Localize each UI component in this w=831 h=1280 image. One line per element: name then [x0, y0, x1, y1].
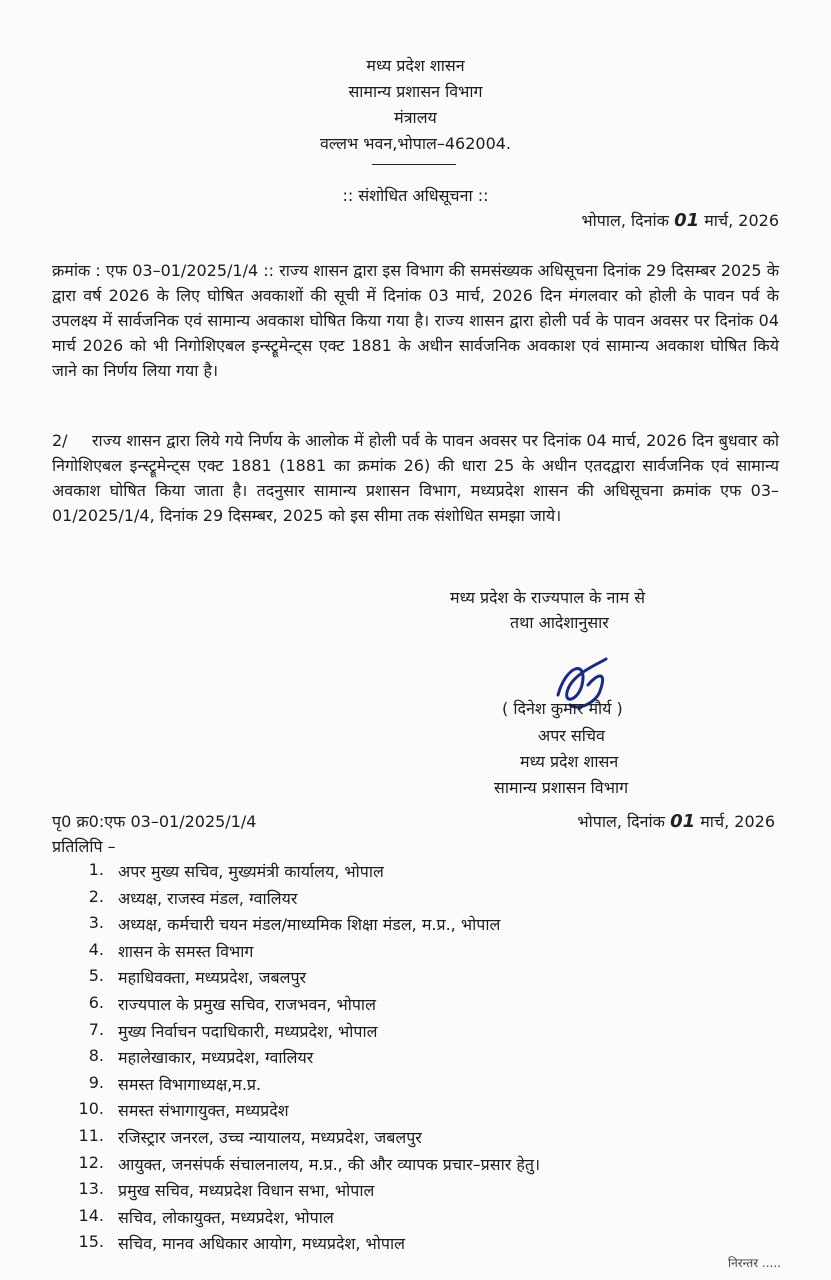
list-item-text: सचिव, मानव अधिकार आयोग, मध्यप्रदेश, भोपाल [118, 1234, 405, 1254]
header-secretariat: मंत्रालय [394, 108, 437, 127]
header-divider [372, 164, 456, 165]
endorsement-date-suffix: मार्च, 2026 [700, 812, 775, 831]
list-item [52, 1020, 792, 1047]
list-item [52, 940, 792, 967]
list-item [52, 1073, 792, 1100]
list-item [52, 1126, 792, 1153]
signatory-department: सामान्य प्रशासन विभाग [494, 778, 629, 797]
list-item-number: 10. [78, 1099, 104, 1119]
endorsement-date-day: 01 [670, 811, 696, 832]
list-item [52, 966, 792, 993]
list-item-number: 4. [88, 939, 104, 959]
copy-to-label: प्रतिलिपि – [52, 837, 116, 856]
notice-title: :: संशोधित अधिसूचना :: [342, 186, 489, 205]
list-item-text: राज्यपाल के प्रमुख सचिव, राजभवन, भोपाल [118, 994, 376, 1014]
list-item-number: 15. [78, 1232, 104, 1252]
paragraph-2-number: 2/ [52, 431, 68, 450]
list-item-number: 12. [78, 1152, 104, 1172]
recipient-list [52, 860, 792, 1259]
list-item [52, 993, 792, 1020]
list-item [52, 913, 792, 940]
list-item [52, 1179, 792, 1206]
header-address: वल्लभ भवन,भोपाल–462004. [319, 134, 512, 153]
list-item-text: महालेखाकार, मध्यप्रदेश, ग्वालियर [118, 1048, 314, 1068]
list-item [52, 1046, 792, 1073]
paragraph-2 [52, 428, 779, 528]
signatory-office: मध्य प्रदेश शासन [520, 752, 619, 771]
paragraph-1: क्रमांक : एफ 03–01/2025/1/4 :: राज्य शासन द्वारा इस विभाग की समसंख्यक अधिसूचना दिनांक 29 दिसम्बर 2025 के द्वारा वर्ष 2026 के लिए घोषित अवकाशों की सूची में दिनांक 03 मार्च, 2026 दिन मंगलवार को होली के पावन पर्व के उपलक्ष्य में सार्वजनिक एवं सामान्य अवकाश घोषित किया गया है। राज्य शासन द्वारा होली पर्व के पावन अवसर पर दिनांक 04 मार्च 2026 को भी निगोशिएबल इन्स्ट्रूमेन्ट्स एक्ट 1881 के अधीन सार्वजनिक अवकाश एवं सामान्य अवकाश घोषित किये जाने का निर्णय लिया गया है। [52, 261, 779, 380]
list-item-text: अध्यक्ष, राजस्व मंडल, ग्वालियर [118, 888, 298, 908]
list-item-text: अपर मुख्य सचिव, मुख्यमंत्री कार्यालय, भोपाल [118, 862, 384, 881]
list-item-number: 7. [88, 1019, 104, 1039]
header-government: मध्य प्रदेश शासन [366, 56, 465, 75]
list-item-text: सचिव, लोकायुक्त, मध्यप्रदेश, भोपाल [118, 1207, 334, 1227]
list-item-text: समस्त विभागाध्यक्ष,म.प्र. [118, 1074, 262, 1094]
list-item-number: 6. [88, 992, 104, 1012]
signatory-name: ( दिनेश कुमार मौर्य ) [502, 699, 623, 718]
issue-date-day: 01 [674, 210, 700, 231]
list-item-text: महाधिवक्ता, मध्यप्रदेश, जबलपुर [118, 968, 307, 988]
list-item-number: 5. [88, 966, 104, 986]
list-item-number: 2. [88, 886, 104, 906]
signatory-designation: अपर सचिव [538, 726, 605, 745]
issue-date-suffix: मार्च, 2026 [704, 211, 779, 230]
list-item-text: प्रमुख सचिव, मध्यप्रदेश विधान सभा, भोपाल [118, 1181, 375, 1201]
continued-note: निरन्तर ..... [727, 1256, 781, 1270]
list-item-text: मुख्य निर्वाचन पदाधिकारी, मध्यप्रदेश, भोपाल [118, 1021, 378, 1041]
list-item [52, 1232, 792, 1259]
list-item-text: शासन के समस्त विभाग [118, 941, 254, 961]
list-item-number: 9. [88, 1072, 104, 1092]
header-department: सामान्य प्रशासन विभाग [348, 82, 483, 101]
paragraph-2-text: राज्य शासन द्वारा लिये गये निर्णय के आलोक में होली पर्व के पावन अवसर पर दिनांक 04 मार्च, 2026 दिन बुधवार को निगोशिएबल इन्स्ट्रूमेन्ट्स एक्ट 1881 (1881 का क्रमांक 26) की धारा 25 के अधीन एतदद्वारा सार्वजनिक एवं सामान्य अवकाश घोषित किया जाता है। तदनुसार सामान्य प्रशासन विभाग, मध्यप्रदेश शासन की अधिसूचना क्रमांक एफ 03–01/2025/1/4, दिनांक 29 दिसम्बर, 2025 को इस सीमा तक संशोधित समझा जाये। [52, 431, 779, 525]
list-item-number: 11. [78, 1125, 104, 1145]
endorsement-date-prefix: भोपाल, दिनांक [577, 812, 665, 831]
governor-order-line1: मध्य प्रदेश के राज्यपाल के नाम से [450, 588, 646, 607]
list-item-number: 13. [78, 1179, 104, 1199]
list-item-text: आयुक्त, जनसंपर्क संचालनालय, म.प्र., की और व्यापक प्रचार–प्रसार हेतु। [118, 1154, 541, 1174]
list-item-text: अध्यक्ष, कर्मचारी चयन मंडल/माध्यमिक शिक्षा मंडल, म.प्र., भोपाल [118, 915, 501, 935]
list-item-number: 1. [88, 860, 104, 879]
list-item-number: 14. [78, 1205, 104, 1225]
list-item [52, 1206, 792, 1233]
list-item-number: 3. [88, 913, 104, 933]
issue-date-prefix: भोपाल, दिनांक [581, 211, 669, 230]
list-item-text: रजिस्ट्रार जनरल, उच्च न्यायालय, मध्यप्रदेश, जबलपुर [118, 1127, 422, 1147]
list-item [52, 1099, 792, 1126]
governor-order-line2: तथा आदेशानुसार [510, 613, 609, 632]
issue-date [581, 209, 779, 231]
endorsement-reference: पृ0 क्र0:एफ 03–01/2025/1/4 [52, 812, 257, 831]
endorsement-date [577, 810, 775, 832]
list-item-number: 8. [88, 1046, 104, 1066]
list-item [52, 1153, 792, 1180]
list-item [52, 860, 792, 887]
list-item-text: समस्त संभागायुक्त, मध्यप्रदेश [118, 1101, 289, 1121]
list-item [52, 887, 792, 914]
